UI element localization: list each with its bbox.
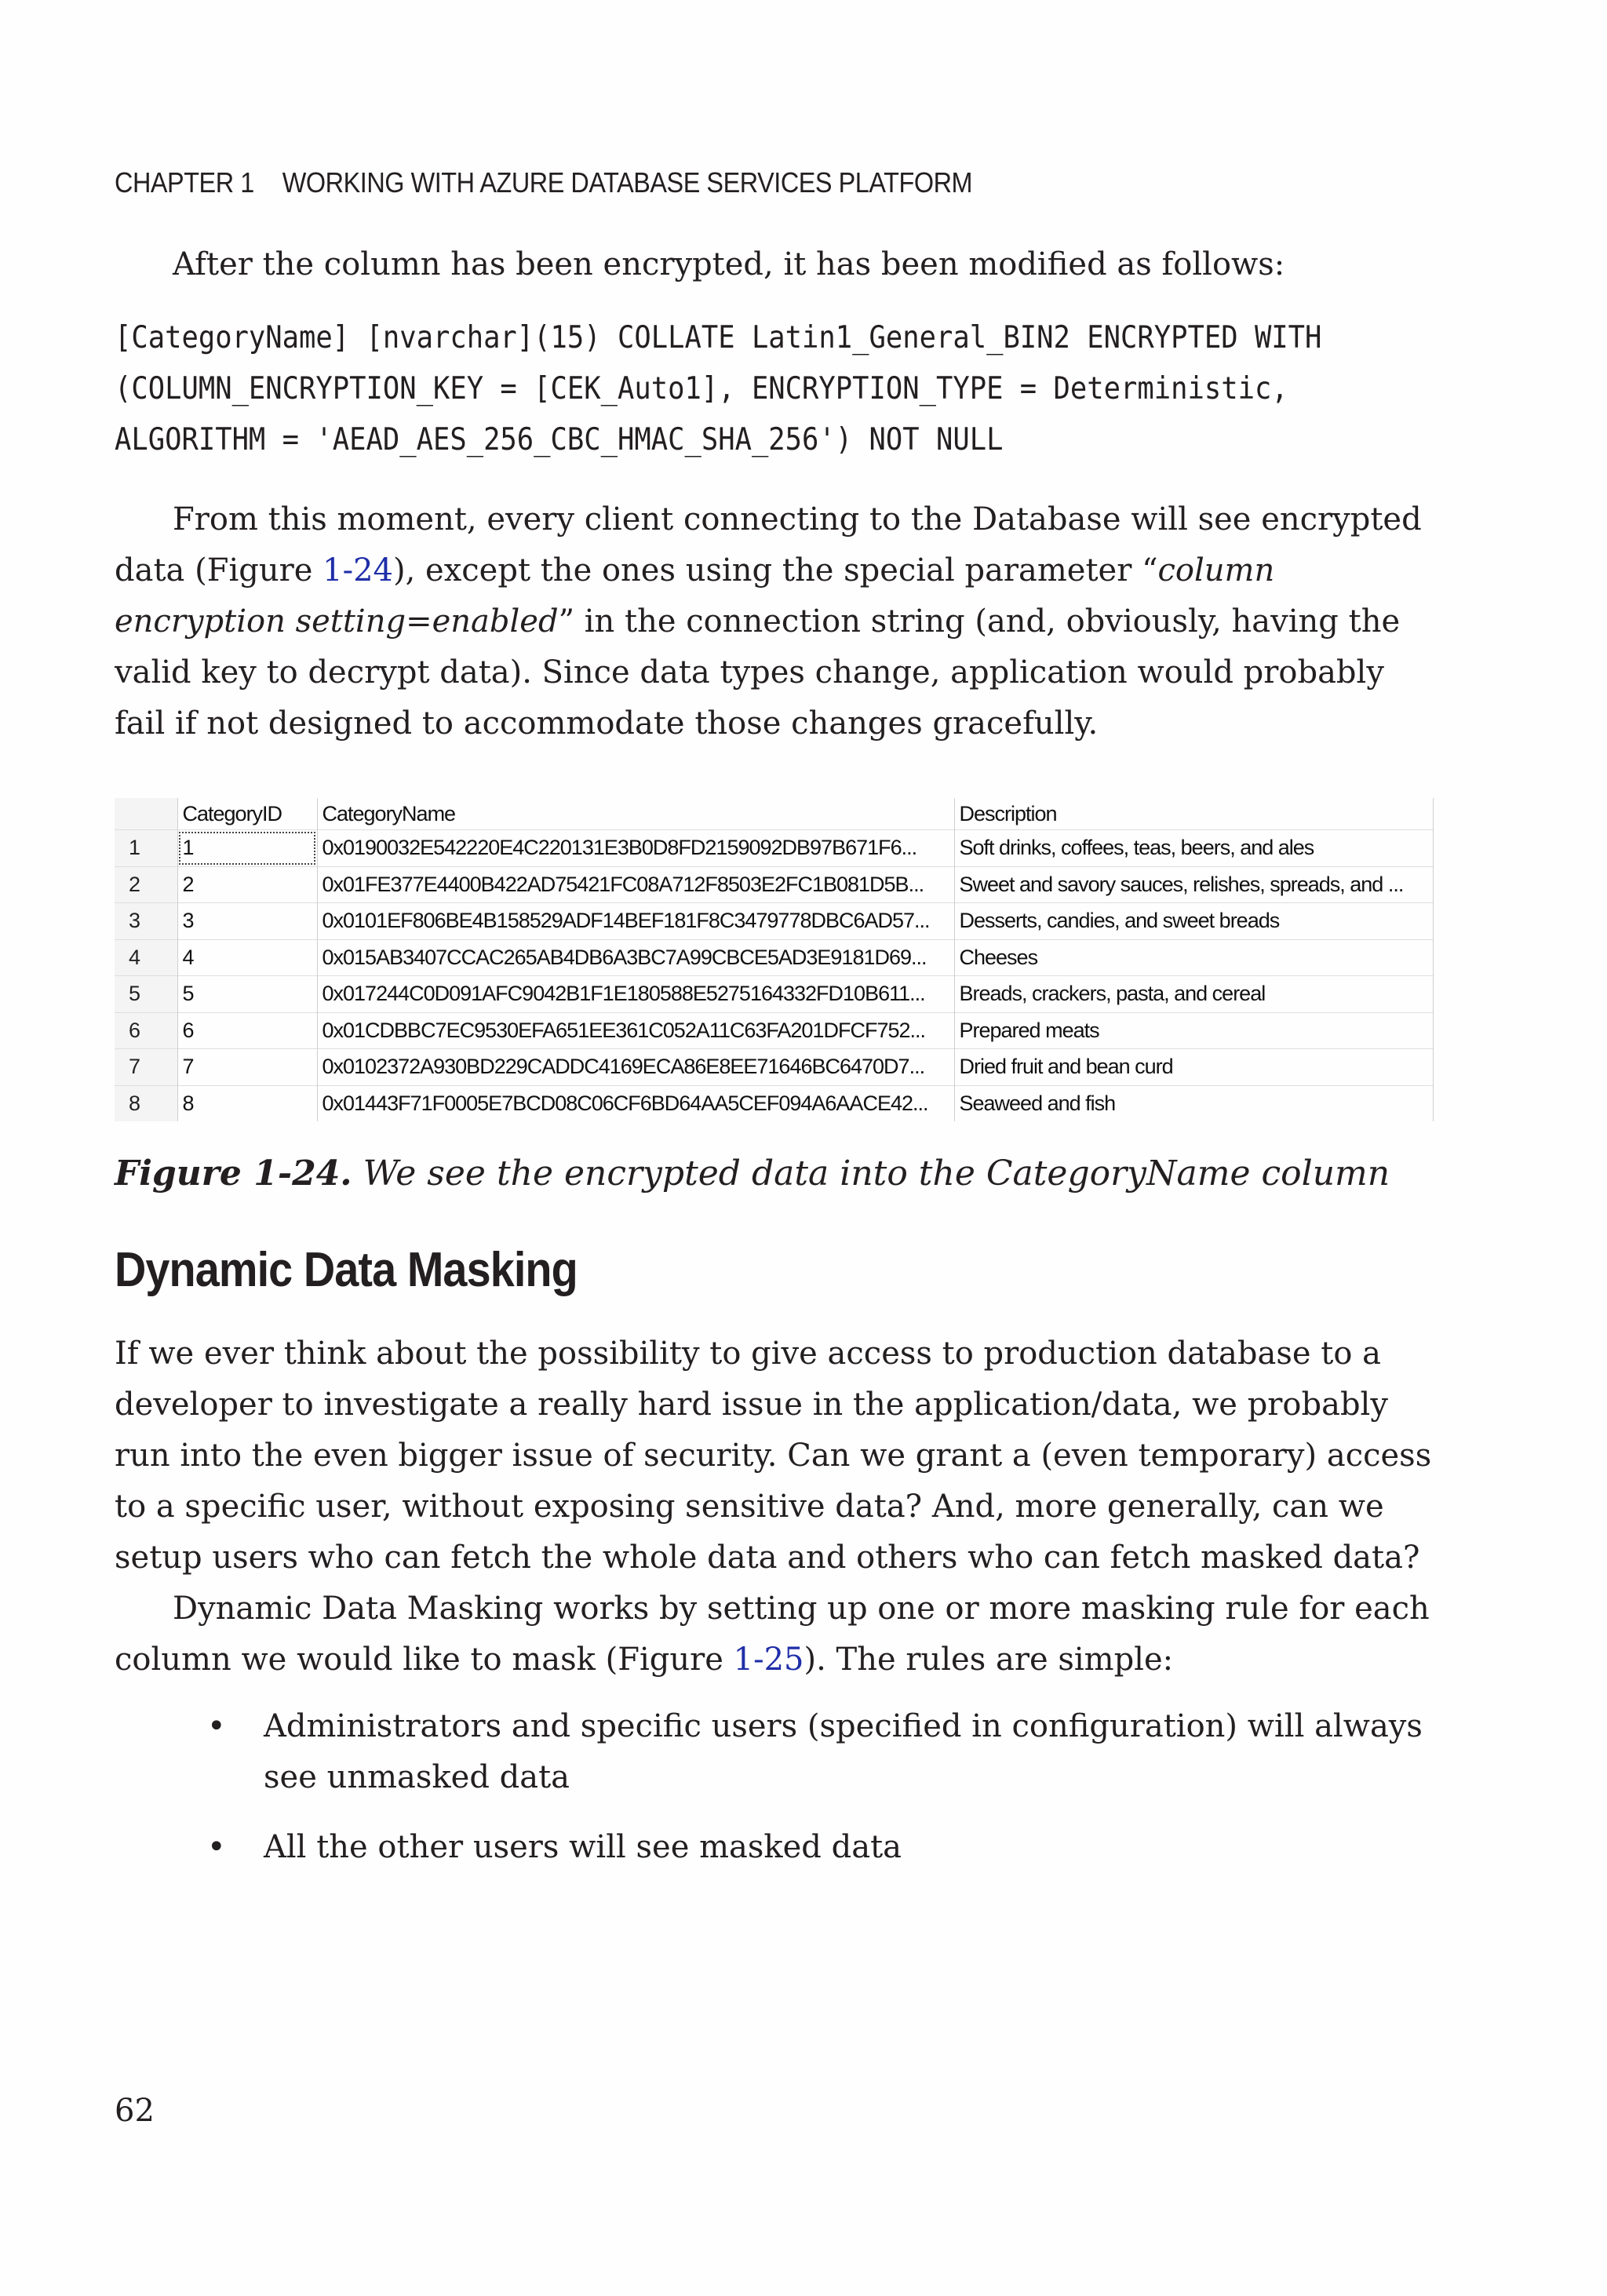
row-number: 2 — [115, 866, 177, 903]
bullet-icon: • — [207, 1829, 226, 1865]
cell-categoryname[interactable]: 0x01FE377E4400B422AD75421FC08A712F8503E2FC1B081D5B... — [317, 866, 954, 903]
table-row[interactable] — [115, 976, 1433, 1013]
cell-description[interactable]: Cheeses — [954, 939, 1433, 976]
row-number: 1 — [115, 830, 177, 867]
cell-categoryid[interactable]: 6 — [177, 1012, 317, 1049]
column-header-description[interactable]: Description — [954, 798, 1433, 830]
cell-categoryid[interactable]: 5 — [177, 976, 317, 1013]
row-number: 8 — [115, 1085, 177, 1121]
bullet-icon: • — [207, 1708, 226, 1744]
cell-categoryname[interactable]: 0x015AB3407CCAC265AB4DB6A3BC7A99CBCE5AD3E9181D69... — [317, 939, 954, 976]
row-number: 7 — [115, 1049, 177, 1086]
list-item: • All the other users will see masked data — [115, 1822, 1433, 1873]
section-heading: Dynamic Data Masking — [115, 1243, 578, 1297]
cell-description[interactable]: Sweet and savory sauces, relishes, spreads, and ... — [954, 866, 1433, 903]
cell-description[interactable]: Soft drinks, coffees, teas, beers, and ales — [954, 830, 1433, 867]
chapter-label: CHAPTER 1 — [115, 166, 254, 199]
page-number: 62 — [115, 2093, 155, 2129]
chapter-title: WORKING WITH AZURE DATABASE SERVICES PLATFORM — [282, 166, 973, 199]
table-row[interactable] — [115, 939, 1433, 976]
cell-description[interactable]: Desserts, candies, and sweet breads — [954, 903, 1433, 940]
cell-description[interactable]: Dried fruit and bean curd — [954, 1049, 1433, 1086]
column-header-categoryname[interactable]: CategoryName — [317, 798, 954, 830]
cell-categoryid[interactable]: 2 — [177, 866, 317, 903]
figure-link-1-25[interactable]: 1-25 — [733, 1642, 804, 1678]
row-number: 3 — [115, 903, 177, 940]
cell-categoryid[interactable]: 1 — [177, 830, 317, 867]
cell-description[interactable]: Seaweed and fish — [954, 1085, 1433, 1121]
cell-categoryname[interactable]: 0x017244C0D091AFC9042B1F1E180588E5275164332FD10B611... — [317, 976, 954, 1013]
figure-caption-text: We see the encrypted data into the CategoryName column — [363, 1153, 1390, 1194]
intro-paragraph: After the column has been encrypted, it has been modified as follows: — [173, 246, 1285, 282]
grid-corner — [115, 798, 177, 830]
cell-categoryid[interactable]: 8 — [177, 1085, 317, 1121]
row-number: 4 — [115, 939, 177, 976]
list-item: • Administrators and specific users (specified in configuration) will always see unmasked data — [115, 1701, 1433, 1803]
cell-categoryname[interactable]: 0x0101EF806BE4B158529ADF14BEF181F8C3479778DBC6AD57... — [317, 903, 954, 940]
running-head — [115, 166, 972, 199]
cell-categoryid[interactable]: 4 — [177, 939, 317, 976]
rules-list — [115, 1701, 1433, 1892]
row-number: 5 — [115, 976, 177, 1013]
column-header-categoryid[interactable]: CategoryID — [177, 798, 317, 830]
cell-description[interactable]: Breads, crackers, pasta, and cereal — [954, 976, 1433, 1013]
paragraph-access: If we ever think about the possibility to give access to production database to a developer to investigate a really hard issue in the application/data, we probably run into the even bigger issue of security. Can we grant a (even temporary) access to a specific user, without exposing sensitive data? And, more generally, can we setup users who can fetch the whole data and others who can fetch masked data? — [115, 1336, 1432, 1576]
table-row[interactable] — [115, 1049, 1433, 1086]
table-row[interactable] — [115, 866, 1433, 903]
paragraph-masking-rules: Dynamic Data Masking works by setting up one or more masking rule for each column we would like to mask (Figure 1-25). The rules are simple: — [115, 1591, 1430, 1678]
cell-description[interactable]: Prepared meats — [954, 1012, 1433, 1049]
code-block — [115, 312, 1321, 465]
cell-categoryname[interactable]: 0x01CDBBC7EC9530EFA651EE361C052A11C63FA201DFCF752... — [317, 1012, 954, 1049]
cell-categoryid[interactable]: 7 — [177, 1049, 317, 1086]
code-line: ALGORITHM = 'AEAD_AES_256_CBC_HMAC_SHA_256') NOT NULL — [115, 422, 1004, 457]
table-row[interactable] — [115, 1012, 1433, 1049]
grid-header-row — [115, 798, 1433, 830]
figure-caption — [115, 1153, 1390, 1194]
table-row[interactable] — [115, 903, 1433, 940]
cell-categoryname[interactable]: 0x01443F71F0005E7BCD08C06CF6BD64AA5CEF094A6AACE42... — [317, 1085, 954, 1121]
code-line: [CategoryName] [nvarchar](15) COLLATE Latin1_General_BIN2 ENCRYPTED WITH — [115, 320, 1322, 355]
results-grid — [115, 798, 1433, 1121]
paragraph-encrypted-data: From this moment, every client connecting to the Database will see encrypted data (Figure 1-24), except the ones using the special parameter “column encryption setting=enabled” in the connection string (and, obviously, having the valid key to decrypt data). Since data types change, application would probably fail if not designed to accommodate those changes gracefully. — [115, 501, 1422, 742]
figure-link-1-24[interactable]: 1-24 — [322, 552, 393, 589]
table-row[interactable] — [115, 1085, 1433, 1121]
cell-categoryname[interactable]: 0x0102372A930BD229CADDC4169ECA86E8EE71646BC6470D7... — [317, 1049, 954, 1086]
row-number: 6 — [115, 1012, 177, 1049]
code-line: (COLUMN_ENCRYPTION_KEY = [CEK_Auto1], ENCRYPTION_TYPE = Deterministic, — [115, 371, 1288, 406]
table-row[interactable] — [115, 830, 1433, 867]
cell-categoryname[interactable]: 0x0190032E542220E4C220131E3B0D8FD2159092DB97B671F6... — [317, 830, 954, 867]
figure-label: Figure 1-24. — [115, 1153, 352, 1194]
cell-categoryid[interactable]: 3 — [177, 903, 317, 940]
